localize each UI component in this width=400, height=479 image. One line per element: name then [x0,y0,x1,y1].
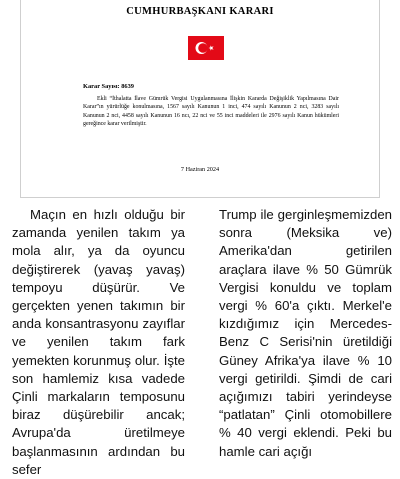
decree-body-text: Ekli “İthalatta İlave Gümrük Vergisi Uygulanmasına İlişkin Kararda Değişiklik Yapılmasına Dair Karar”ın yürürlüğe konulmasına, 1567 sayılı Kanunun 1 inci, 474 sayılı Kanunun 2 nci, 3283 sayılı Kanunun 2 nci, 4458 sayılı Kanunun 16 ncı, 22 nci ve 55 inci maddeleri ile 2976 sayılı Kanun hükümleri gereğince karar verilmiştir. [83,96,339,128]
decree-date: 7 Haziran 2024 [180,166,220,173]
decree-document [20,0,380,198]
decree-title: CUMHURBAŞKANI KARARI [126,6,274,17]
article-left-column: Maçın en hızlı olduğu bir zamanda yenilen takım ya mola alır, ya da oyuncu değiştirerek (yavaş yavaş) tempoyu düşürür. Ve gerçekten yenen takımın bir anda konsantrasyonu zayıflar ve yenilen takım fark yemekten korunmuş olur. İşte son hamlemiz kısa vadede Çinli markaların temposunu biraz düşürebilir ancak; Avrupa'da üretilmeye başlanmasının ardından bu sefer [12,207,185,477]
article-right-column: Trump ile gerginleşmemizden sonra (Meksika ve) Amerika'dan getirilen araçlara ilave % 50 Gümrük Vergisi konuldu ve toplam vergi % 60'a çıktı. Merkel'e kızdığımız için Mercedes-Benz C Serisi'nin üretildiği Güney Afrika'ya ilave % 10 vergi getirildi. Şimdi de cari açığımızı tabiri yerindeyse “patlatan” Çinli otomobillere % 40 vergi eklendi. Peki bu hamle cari açığı [219,207,392,459]
turkish-flag-icon [188,36,224,60]
article-text [0,206,400,477]
decree-number: Karar Sayısı: 8639 [83,83,135,90]
